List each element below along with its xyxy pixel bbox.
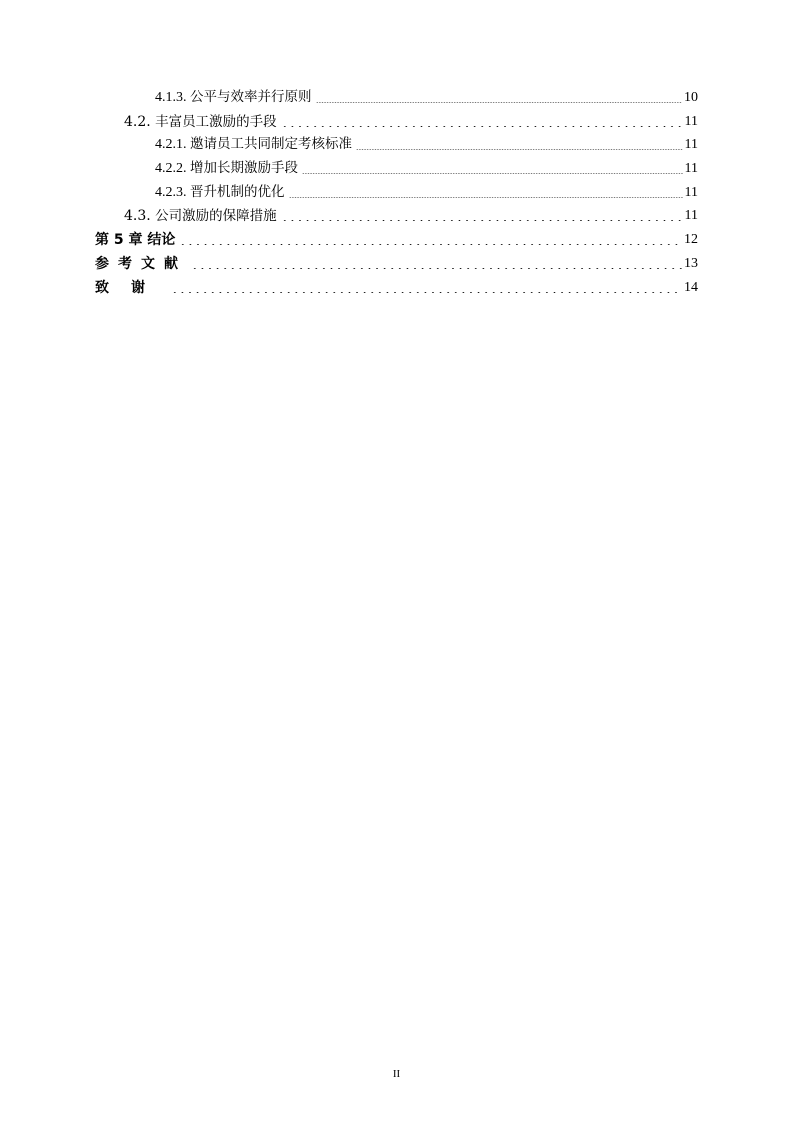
toc-entry-page: 13 — [684, 256, 698, 271]
dot-leader — [179, 233, 682, 245]
toc-entry-title: 致谢 — [95, 280, 167, 296]
toc-entry[interactable] — [155, 181, 698, 201]
toc-entry-page: 11 — [684, 114, 698, 129]
dot-leader — [191, 257, 682, 269]
toc-entry-chapter[interactable] — [95, 228, 698, 248]
toc-entry-chapter[interactable] — [95, 252, 698, 272]
dot-leader — [302, 162, 683, 174]
toc-entry[interactable] — [155, 133, 698, 153]
dot-leader — [316, 91, 683, 103]
toc-entry-number: 4.2.2. — [155, 161, 187, 176]
toc-entry-page: 14 — [684, 280, 698, 295]
toc-entry-page: 10 — [684, 90, 698, 105]
toc-entry-page: 11 — [684, 208, 698, 223]
toc-entry-number: 4.3. — [124, 208, 151, 224]
dot-leader — [281, 115, 683, 127]
page-number: II — [392, 1068, 401, 1080]
toc-entry-number: 第 5 章 — [95, 232, 143, 248]
toc-entry-title: 公司激励的保障措施 — [155, 208, 277, 224]
toc-entry[interactable] — [155, 86, 698, 106]
toc-entry-chapter[interactable] — [95, 276, 698, 296]
toc-entry-title: 公平与效率并行原则 — [190, 89, 312, 105]
toc-entry-number: 4.2.1. — [155, 137, 187, 152]
toc-entry[interactable] — [124, 110, 698, 130]
toc-entry-title: 邀请员工共同制定考核标准 — [190, 136, 352, 152]
toc-entry-number: 4.2.3. — [155, 185, 187, 200]
toc-entry-title: 参考文献 — [95, 256, 187, 272]
dot-leader — [281, 209, 683, 221]
toc-entry-title: 结论 — [147, 232, 176, 248]
toc-entry[interactable] — [155, 157, 698, 177]
toc-entry-title: 晋升机制的优化 — [190, 184, 285, 200]
toc-entry-page: 11 — [684, 185, 698, 200]
toc-entry[interactable] — [124, 204, 698, 224]
toc-entry-number: 4.2. — [124, 114, 151, 130]
toc-entry-title: 丰富员工激励的手段 — [155, 114, 277, 130]
dot-leader — [171, 281, 682, 293]
toc-entry-page: 11 — [684, 137, 698, 152]
dot-leader — [356, 138, 683, 150]
toc-entry-page: 11 — [684, 161, 698, 176]
toc-entry-title: 增加长期激励手段 — [190, 160, 298, 176]
toc-entry-number: 4.1.3. — [155, 90, 187, 105]
table-of-contents — [0, 0, 793, 300]
dot-leader — [289, 186, 683, 198]
toc-entry-page: 12 — [684, 232, 698, 247]
